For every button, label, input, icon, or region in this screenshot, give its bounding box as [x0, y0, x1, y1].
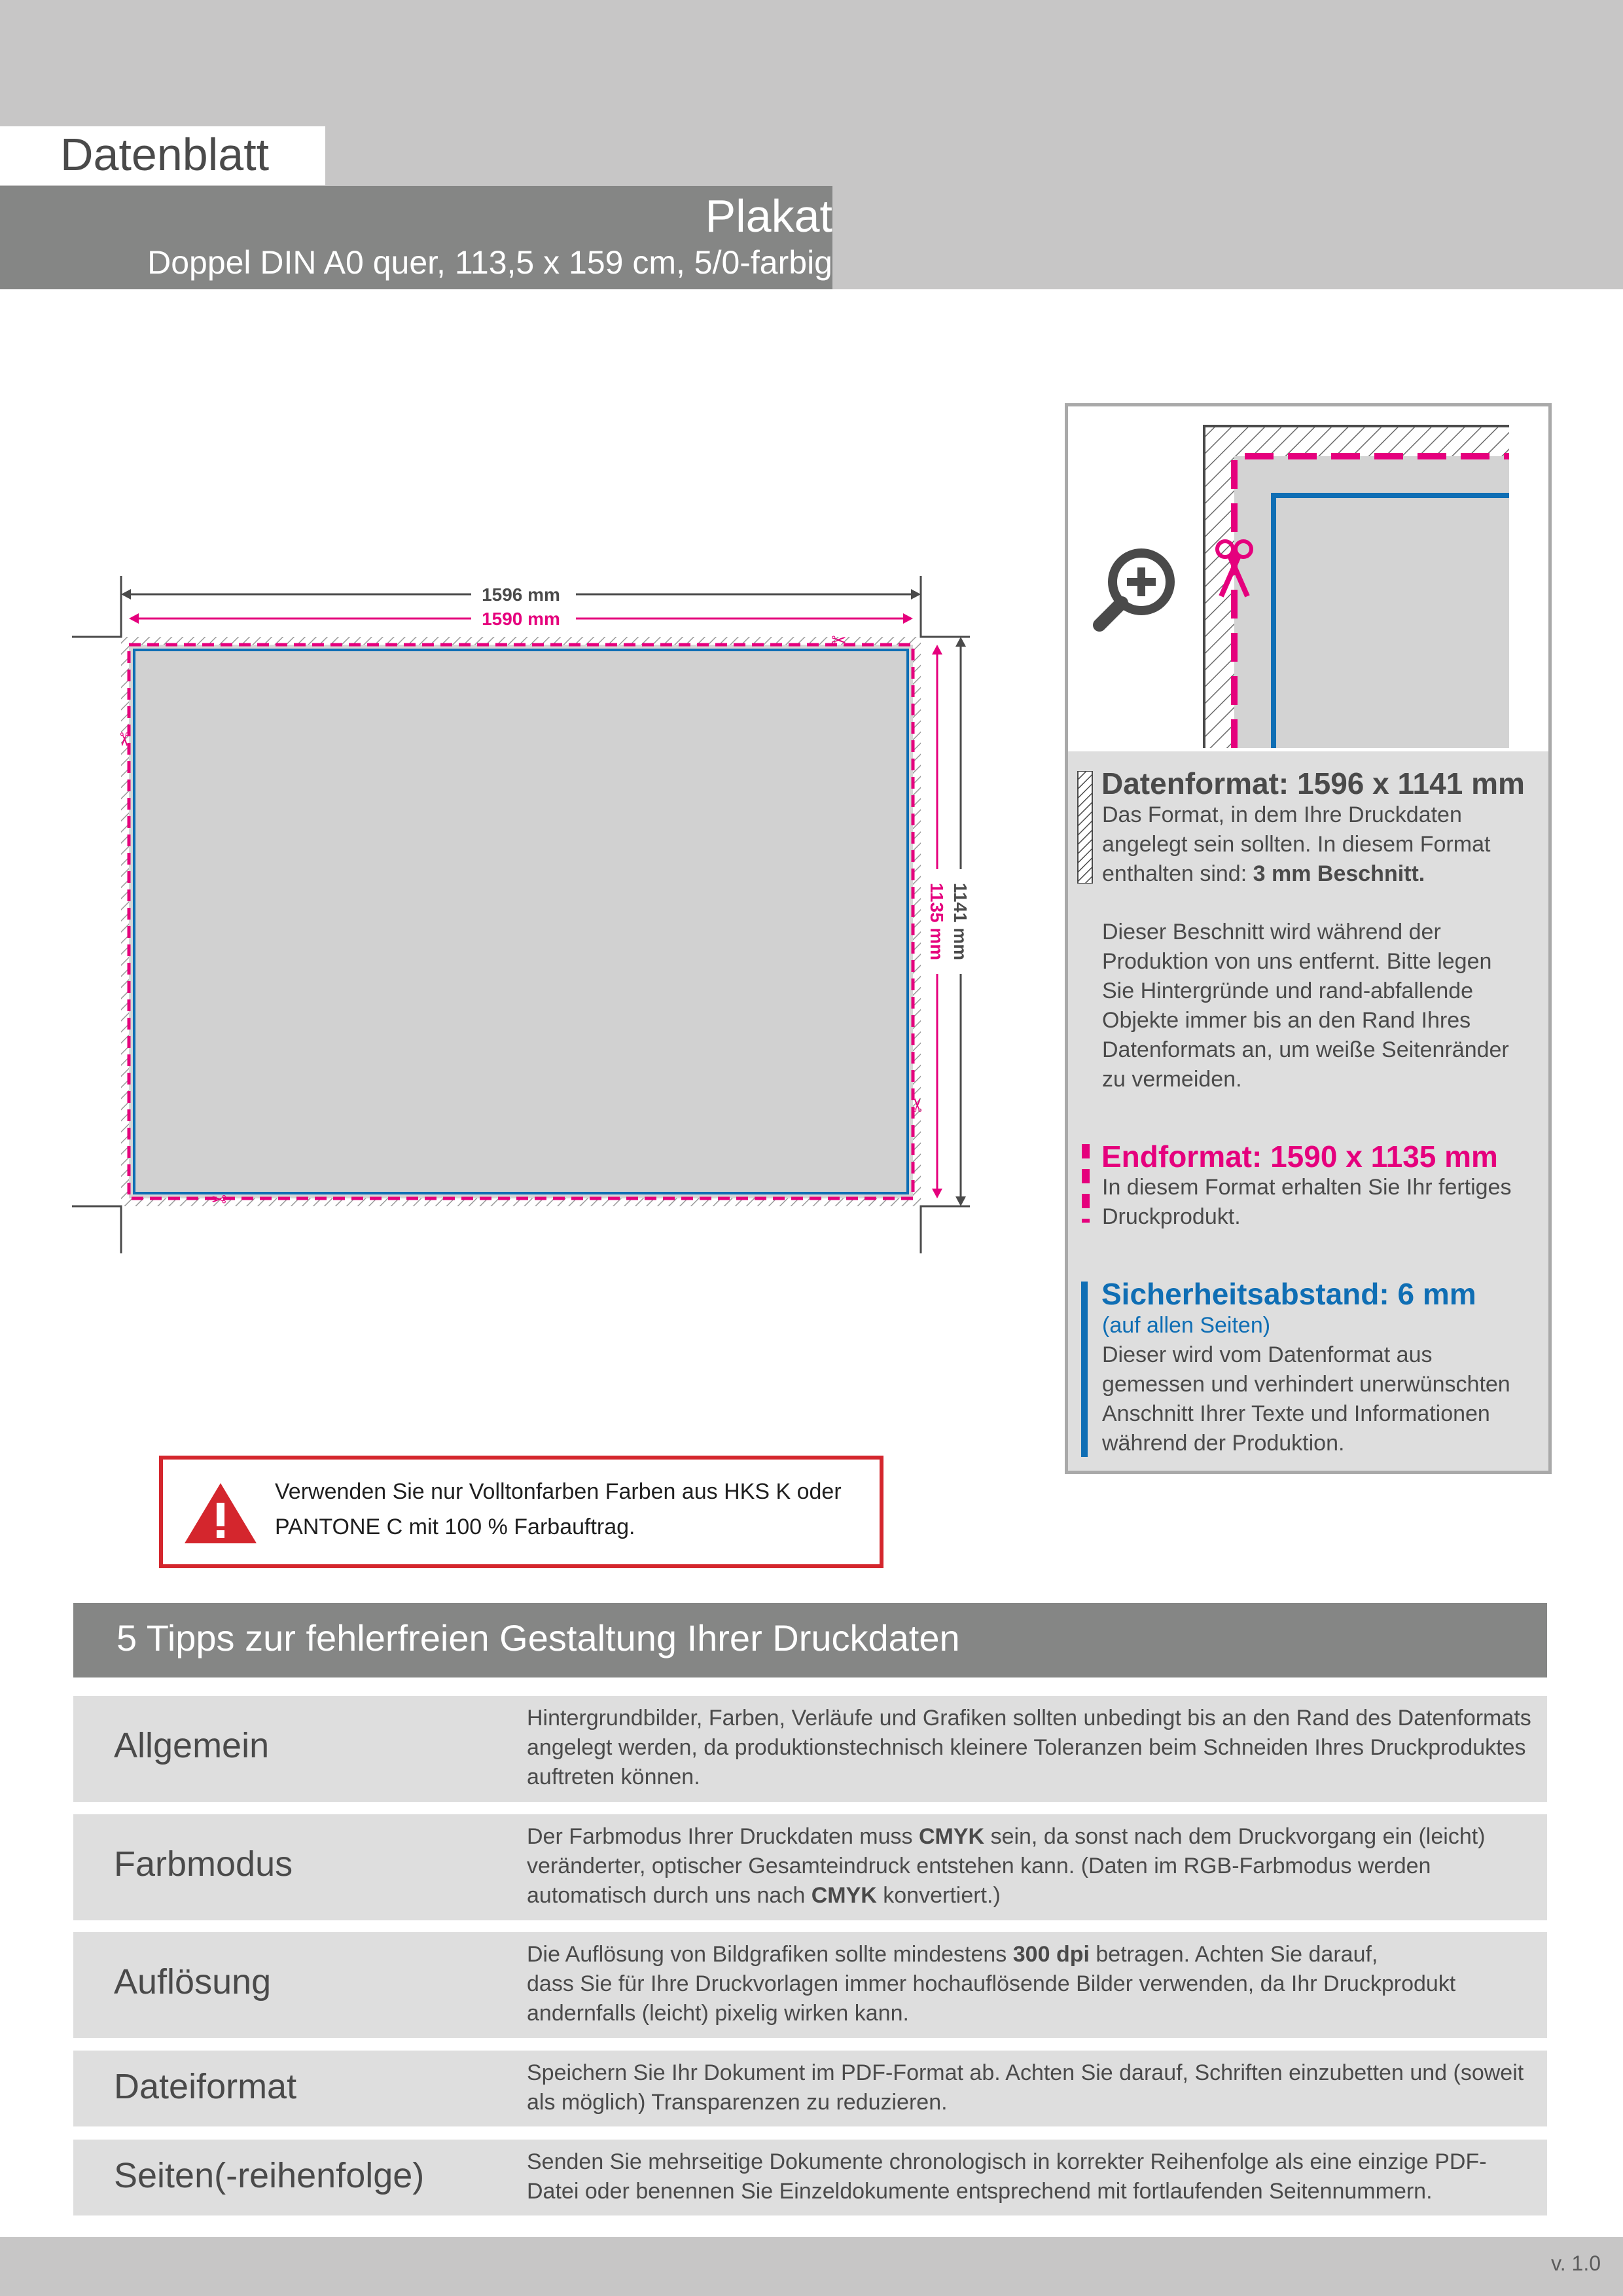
- datenformat-bleed: 3 mm Beschnitt.: [1253, 861, 1425, 886]
- tip-text: Speichern Sie Ihr Dokument im PDF-Format ab. Achten Sie darauf, Schriften einzubetten und (soweit als möglich) Transparenzen zu reduzieren.: [527, 2060, 1524, 2115]
- warning-line-2: PANTONE C mit 100 % Farbauftrag.: [275, 1515, 635, 1539]
- warning-triangle-icon: [182, 1480, 259, 1546]
- beschnitt-text: Dieser Beschnitt wird während der Produktion von uns entfernt. Bitte legen Sie Hintergründe und rand-abfallende Objekte immer bis an den Rand Ihres Datenformats an, um weiße Seitenränder zu vermeiden.: [1102, 920, 1509, 1092]
- warning-text: [275, 1474, 842, 1545]
- tip-label: Auflösung: [114, 1962, 272, 2001]
- zoom-detail: [1068, 406, 1548, 751]
- tip-label: Allgemein: [114, 1726, 270, 1765]
- tip-label: Dateiformat: [114, 2067, 297, 2106]
- tip-text: [527, 1822, 1535, 1910]
- tip-text-part: konvertiert.): [883, 1883, 1001, 1908]
- datenblatt-label: Datenblatt: [60, 129, 270, 180]
- tip-text-bold: 300 dpi: [1012, 1942, 1090, 1967]
- tip-text-bold: CMYK: [919, 1824, 985, 1849]
- format-diagram: [65, 576, 982, 1263]
- sicherheit-sub-text: auf allen Seiten: [1109, 1313, 1263, 1338]
- sicherheit-text: Dieser wird vom Datenformat aus gemessen und verhindert unerwünschten Anschnitt Ihrer Texte und Informationen während der Produktion.: [1102, 1342, 1510, 1456]
- version-label: v. 1.0: [1551, 2251, 1601, 2275]
- label-height-outer: 1141 mm: [950, 882, 971, 961]
- label-height-inner: 1135 mm: [927, 882, 947, 961]
- tip-text-part: dass Sie für Ihre Druckvorlagen immer hochauflösende Bilder verwenden, da Ihr Druckprodukt andernfalls (leicht) pixelig wirken kann.: [527, 1971, 1456, 2026]
- tip-text: Hintergrundbilder, Farben, Verläufe und Grafiken sollten unbedingt bis an den Rand des Datenformats angelegt werden, da produktionstechnisch kleinere Toleranzen beim Schneiden Ihres Druckproduktes auftreten können.: [527, 1706, 1531, 1789]
- datenformat-desc: Das Format, in dem Ihre Druckdaten angelegt sein sollten. In diesem Format enthalten sind:: [1102, 802, 1491, 886]
- scissors-icon: ✂: [907, 1097, 929, 1113]
- sicherheit-marker: [1081, 1282, 1088, 1457]
- label-width-outer: 1596 mm: [482, 584, 560, 605]
- tip-label: Seiten(-reihenfolge): [114, 2156, 425, 2195]
- scissors-icon: ✂: [113, 732, 135, 747]
- datenformat-title: Datenformat: 1596 x 1141 mm: [1101, 766, 1525, 800]
- warning-line-1: Verwenden Sie nur Volltonfarben Farben aus HKS K oder: [275, 1479, 842, 1504]
- endformat-title: Endformat: 1590 x 1135 mm: [1101, 1139, 1498, 1174]
- product-title: Plakat: [705, 190, 832, 242]
- scissors-icon: ✂: [831, 630, 847, 651]
- label-width-inner: 1590 mm: [482, 609, 560, 629]
- tip-text: Senden Sie mehrseitige Dokumente chronologisch in korrekter Reihenfolge als eine einzige PDF-Datei oder benennen Sie Einzeldokumente entsprechend mit fortlaufenden Seitennummern.: [527, 2149, 1487, 2204]
- tip-text-part: betragen. Achten Sie darauf,: [1096, 1942, 1378, 1967]
- sicherheit-title: Sicherheitsabstand: 6 mm: [1101, 1277, 1476, 1311]
- scissors-icon: ✂: [211, 1188, 226, 1210]
- product-subtitle: Doppel DIN A0 quer, 113,5 x 159 cm, 5/0-farbig: [147, 244, 832, 281]
- tips-title: 5 Tipps zur fehlerfreien Gestaltung Ihrer Druckdaten: [116, 1617, 960, 1659]
- footer-bar: [0, 2237, 1623, 2296]
- tip-label: Farbmodus: [114, 1844, 293, 1884]
- zoom-in-icon: [1099, 553, 1170, 625]
- datenformat-marker: [1077, 771, 1094, 884]
- tip-row-farbmodus: [73, 1814, 1547, 1920]
- tip-text-bold: CMYK: [811, 1883, 877, 1908]
- tip-text-part: Der Farbmodus Ihrer Druckdaten muss: [527, 1824, 913, 1849]
- tip-text: [527, 1940, 1535, 2028]
- tip-text-part: sein, da sonst nach dem Druckvorgang ein (leicht) veränderter, optischer Gesamteindruck entstehen kann. (Daten im RGB-Farbmodus werden automatisch durch uns nach: [527, 1824, 1486, 1908]
- endformat-text: In diesem Format erhalten Sie Ihr fertiges Druckprodukt.: [1102, 1175, 1512, 1229]
- tip-row-aufloesung: [73, 1932, 1547, 2038]
- tip-row-dateiformat: [73, 2051, 1547, 2126]
- endformat-marker: [1081, 1144, 1090, 1223]
- tip-row-allgemein: [73, 1696, 1547, 1802]
- datenformat-text: [1102, 800, 1527, 889]
- tip-text-part: Die Auflösung von Bildgrafiken sollte mindestens: [527, 1942, 1007, 1967]
- safety-line: [134, 650, 908, 1193]
- tip-row-seiten: [73, 2140, 1547, 2215]
- sicherheit-subtitle: (auf allen Seiten): [1102, 1313, 1271, 1338]
